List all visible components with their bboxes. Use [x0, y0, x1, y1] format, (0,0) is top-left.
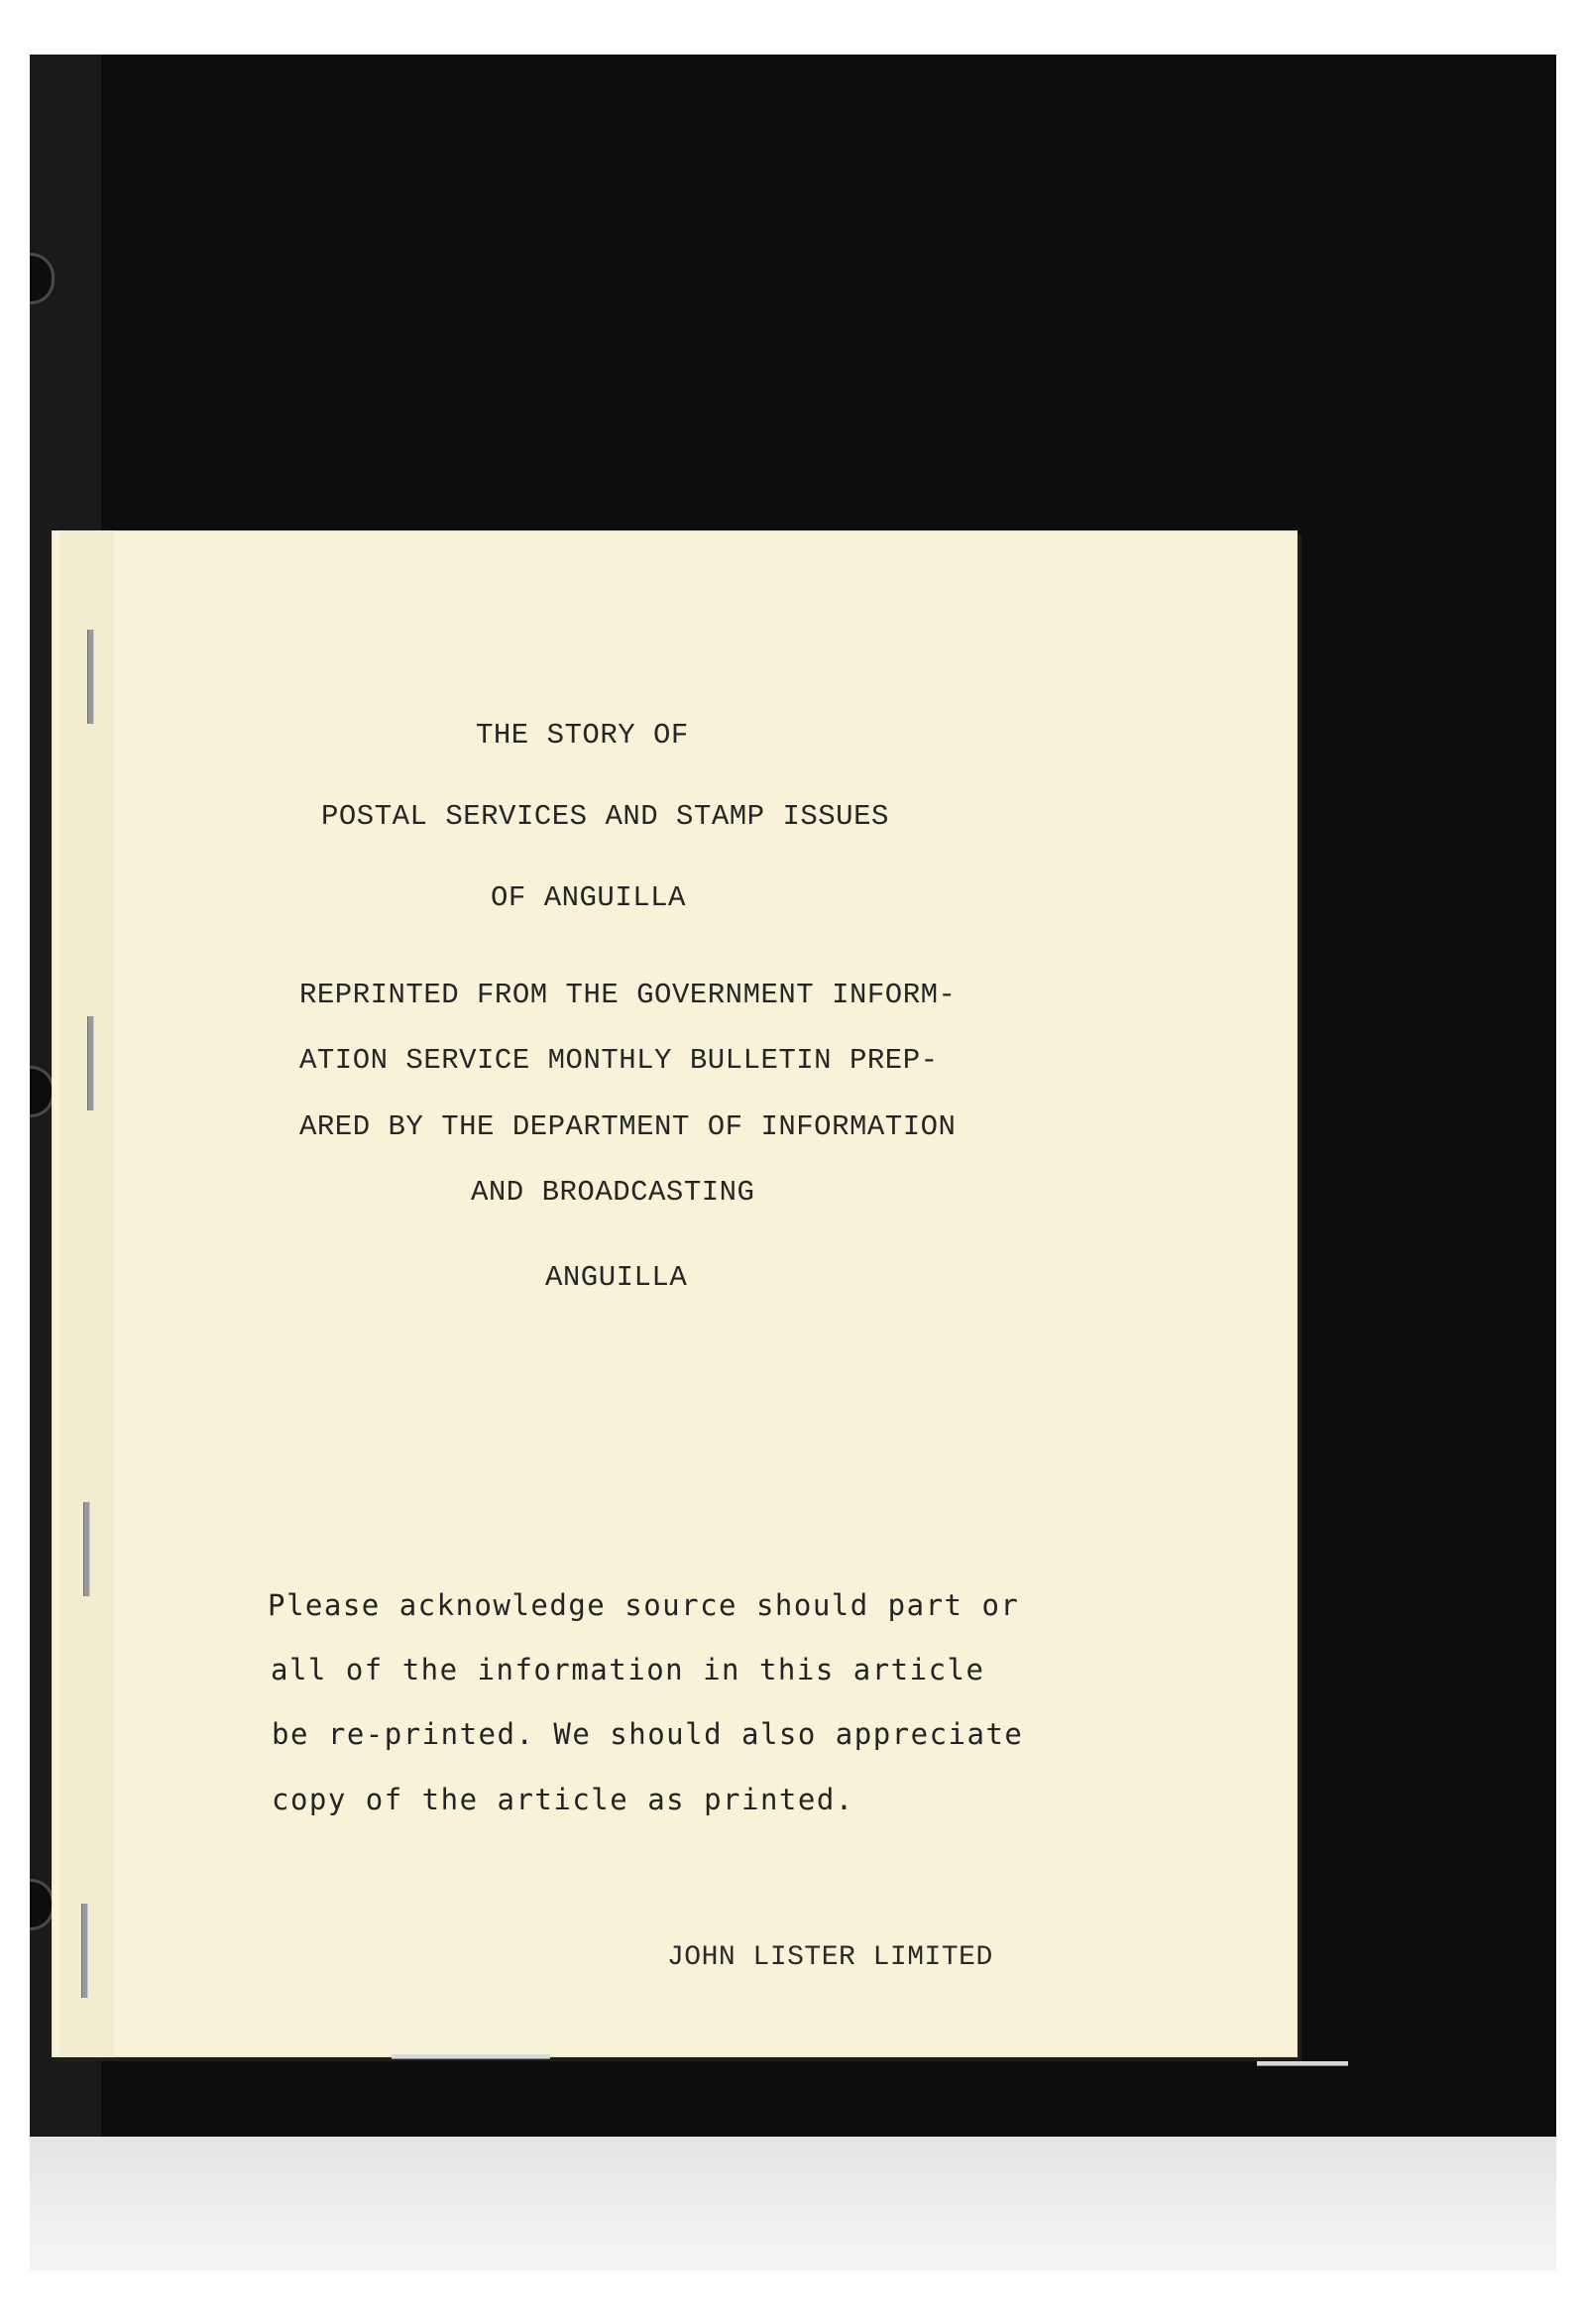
note-line-3: be re-printed. We should also appreciate — [272, 1717, 1024, 1751]
title-line-2: POSTAL SERVICES AND STAMP ISSUES — [321, 800, 889, 833]
title-line-3: OF ANGUILLA — [491, 881, 686, 914]
note-line-2: all of the information in this article — [271, 1653, 985, 1686]
staple-2 — [87, 1016, 94, 1110]
reprint-line-2: ATION SERVICE MONTHLY BULLETIN PREP- — [299, 1044, 939, 1077]
album-bottom-strip — [30, 2137, 1556, 2270]
typed-page — [52, 530, 1298, 2057]
reprint-line-3: ARED BY THE DEPARTMENT OF INFORMATION — [299, 1110, 957, 1143]
page-binding-fold — [59, 530, 114, 2057]
page-clip-left — [392, 2054, 550, 2059]
title-line-1: THE STORY OF — [476, 719, 689, 752]
page-clip-right — [1257, 2061, 1348, 2066]
note-line-4: copy of the article as printed. — [272, 1783, 854, 1816]
staple-1 — [87, 630, 94, 724]
note-line-1: Please acknowledge source should part or — [268, 1588, 1020, 1622]
signature: JOHN LISTER LIMITED — [667, 1942, 993, 1973]
reprint-line-1: REPRINTED FROM THE GOVERNMENT INFORM- — [299, 979, 957, 1011]
staple-4 — [81, 1904, 88, 1998]
place-name: ANGUILLA — [545, 1261, 688, 1294]
reprint-line-4: AND BROADCASTING — [471, 1176, 755, 1209]
staple-3 — [83, 1502, 90, 1596]
